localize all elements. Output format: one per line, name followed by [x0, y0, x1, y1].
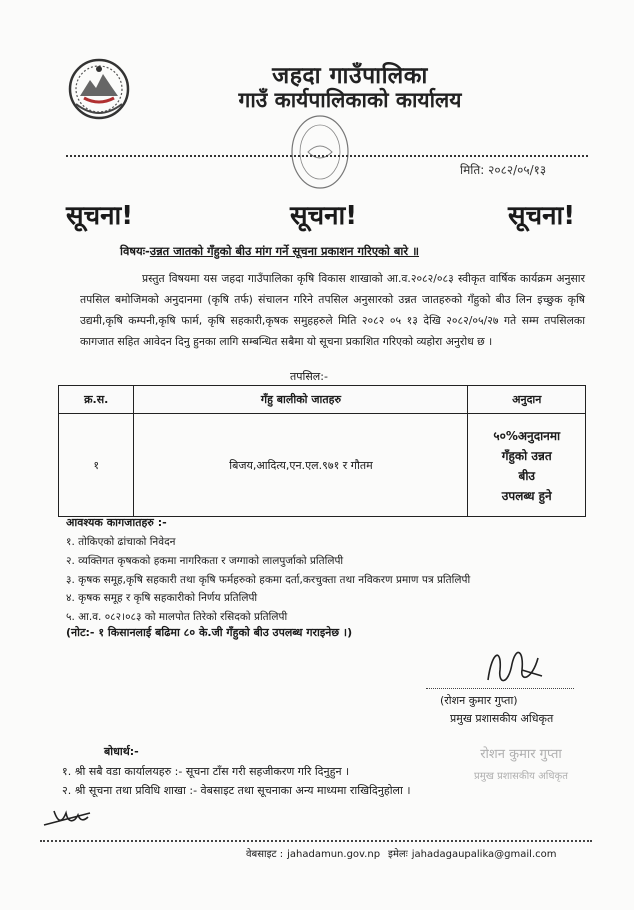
documents-title: आवश्यक कागजातहरु :-	[66, 516, 167, 529]
signature-divider	[426, 688, 574, 689]
nepal-emblem-icon	[66, 58, 132, 120]
notice-word-right: सूचना!	[508, 201, 576, 231]
list-item: ५. आ.व. ०८२।०८३ को मालपोत तिरेको रसिदको प्रतिलिपी	[66, 611, 288, 624]
footer-contact	[246, 846, 557, 860]
grant-line: उपलब्ध हुने	[501, 488, 552, 503]
organization-name: जहदा गाउँपालिका	[272, 63, 428, 89]
date-value: २०८२/०५/१३	[488, 163, 547, 177]
header-serial: क्र.स.	[59, 386, 134, 414]
cell-varieties: बिजय,आदित्य,एन.एल.९७१ र गौतम	[134, 414, 468, 517]
grant-line: गँहुको उन्नत	[501, 448, 552, 463]
list-item: ३. कृषक समूह,कृषि सहकारी तथा कृषि फर्महरुको हकमा दर्ता,करचुक्ता तथा नविकरण प्रमाण पत्र प्रतिलिपी	[66, 573, 471, 586]
website-label: वेबसाइट :	[246, 849, 284, 860]
list-item: १. तोकिएको ढांचाको निवेदन	[66, 536, 176, 548]
note-line: (नोट:- १ किसानलाई बढिमा ८० के.जी गँहुको बीउ उपलब्ध गराइनेछ ।)	[66, 626, 353, 639]
date-label: मिति:	[460, 163, 485, 177]
list-item: १. श्री सबै वडा कार्यालयहरु :- सूचना टाँस गरी सहजीकरण गरि दिनुहुन ।	[62, 765, 350, 778]
name-stamp-name: रोशन कुमार गुप्ता	[480, 747, 562, 762]
bodhartha-list	[62, 762, 562, 800]
header-varieties: गँहु बालीको जातहरु	[134, 386, 468, 414]
cell-grant	[468, 414, 586, 517]
office-name: गाउँ कार्यपालिकाको कार्यालय	[238, 88, 462, 112]
notice-word-left: सूचना!	[66, 201, 134, 231]
date-line	[460, 161, 546, 178]
signatory-name: (रोशन कुमार गुप्ता)	[440, 694, 518, 707]
cell-serial: १	[59, 414, 134, 517]
notice-word-center: सूचना!	[290, 201, 358, 231]
email-value: jahadagaupalika@gmail.com	[411, 849, 557, 860]
footer-divider	[40, 840, 592, 842]
list-item: ४. कृषक समूह र कृषि सहकारीको निर्णय प्रतिलिपी	[66, 592, 258, 605]
wheat-variety-table	[58, 385, 586, 517]
table-row	[59, 414, 586, 517]
tapasil-label: तपसिल:-	[290, 370, 328, 383]
list-item: २. व्यक्तिगत कृषकको हकमा नागरिकता र जग्गाको लालपुर्जाको प्रतिलिपी	[66, 554, 344, 567]
grant-line: बीउ	[518, 468, 536, 483]
body-paragraph: प्रस्तुत विषयमा यस जहदा गाउँपालिका कृषि विकास शाखाको आ.व.२०८२/०८३ स्वीकृत वार्षिक कार्यक्रम अनुसार तपसिल बमोजिमको अनुदानमा (कृषि तर्फ) संचालन गरिने तपसिल अनुसारको उन्नत जातहरुको गँहुको बीउ लिन इच्छुक कृषि उद्यमी,कृषि कम्पनी,कृषि फार्म, कृषि सहकारी,कृषक समुहहरुले मिति २०८२ ०५ १३ देखि २०८२/०५/२७ गते सम्म तपसिलका कागजात सहित आवेदन दिनु हुनका लागि सम्बन्धित सबैमा यो सूचना प्रकाशित गरिएको व्यहोरा अनुरोध छ ।	[80, 272, 585, 348]
subject-text: उन्नत जातको गँहुको बीउ मांग गर्ने सूचना प्रकाशन गरिएको बारे ॥	[149, 244, 420, 258]
grant-line: ५०%अनुदानमा	[493, 428, 561, 443]
table-header-row	[59, 386, 586, 414]
signatory-title: प्रमुख प्रशासकीय अधिकृत	[450, 712, 554, 725]
header-divider	[66, 155, 588, 157]
list-item: २. श्री सूचना तथा प्रविधि शाखा :- वेबसाइट तथा सूचनाका अन्य माध्यमा राखिदिनुहोला ।	[62, 784, 411, 797]
name-stamp-title: प्रमुख प्रशासकीय अधिकृत	[474, 771, 568, 782]
header-grant: अनुदान	[468, 386, 586, 414]
documents-list	[66, 533, 586, 627]
email-label: इमेलः	[388, 849, 408, 860]
office-stamp-icon	[288, 112, 352, 192]
subject-label: विषयः-	[120, 244, 150, 258]
website-value: jahadamun.gov.np	[287, 849, 381, 860]
signature-icon	[478, 640, 550, 692]
subject-line	[120, 244, 540, 259]
initials-icon	[40, 803, 96, 833]
bodhartha-title: बोधार्थ:-	[104, 745, 139, 758]
